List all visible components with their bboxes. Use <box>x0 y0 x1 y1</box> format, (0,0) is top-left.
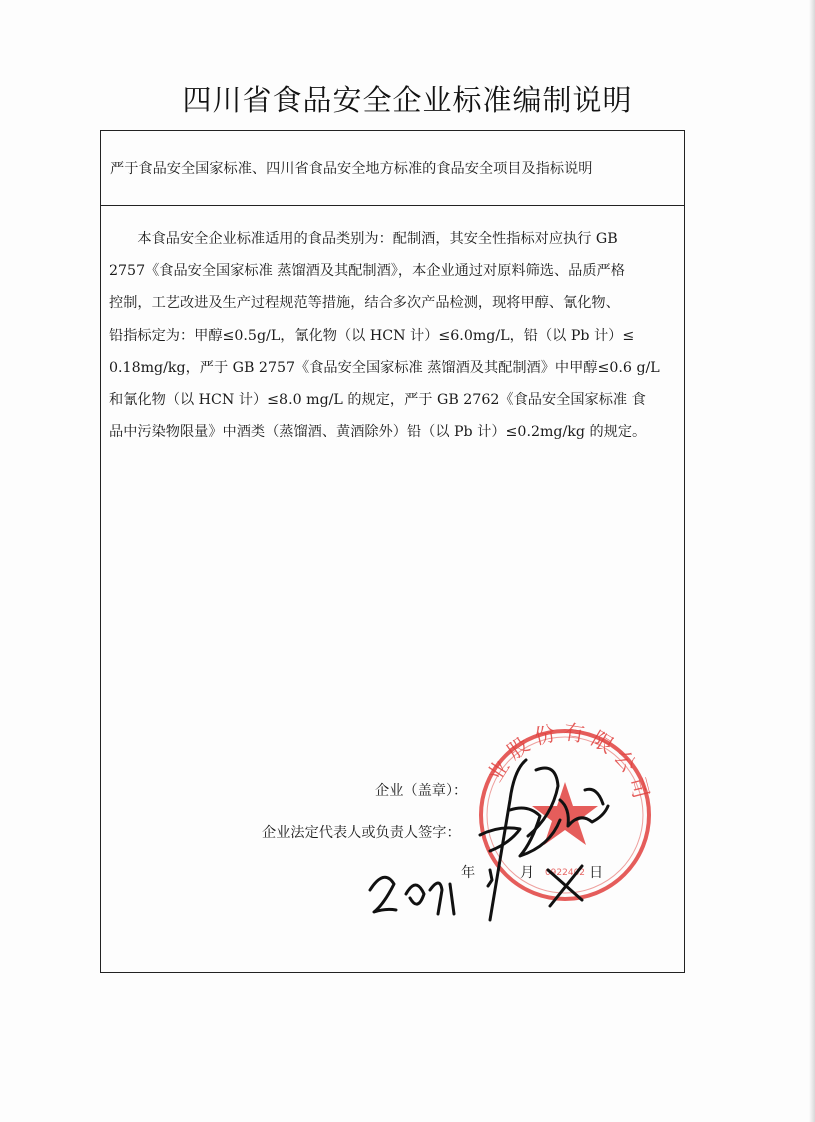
paragraph-line: 铅指标定为：甲醇≤0.5g/L，氰化物（以 HCN 计）≤6.0mg/L，铅（以 Pb 计）≤ <box>109 327 635 344</box>
handwritten-signature <box>360 730 630 930</box>
paragraph-line: 控制，工艺改进及生产过程规范等措施，结合多次产品检测，现将甲醇、氰化物、 <box>109 295 620 312</box>
scan-edge-shadow <box>809 0 815 1122</box>
enterprise-seal-label: 企业（盖章）： <box>375 783 468 799</box>
document-title: 四川省食品安全企业标准编制说明 <box>182 83 633 117</box>
paragraph-line: 2757《食品安全国家标准 蒸馏酒及其配制酒》，本企业通过对原料筛选、品质严格 <box>109 263 625 280</box>
description-paragraph <box>109 223 679 448</box>
seal-number: 0922402 <box>544 868 586 878</box>
representative-signature-label: 企业法定代表人或负责人签字： <box>262 825 461 841</box>
paragraph-line: 和氰化物（以 HCN 计）≤8.0 mg/L 的规定，严于 GB 2762《食品安全国家标准 食 <box>109 392 646 409</box>
paragraph-line: 本食品安全企业标准适用的食品类别为：配制酒，其安全性指标对应执行 GB <box>109 231 618 247</box>
date-month-label: 月 <box>520 865 535 881</box>
paragraph-line: 0.18mg/kg，严于 GB 2757《食品安全国家标准 蒸馏酒及其配制酒》中甲醇≤0.6 g/L <box>109 359 660 376</box>
table-header-row <box>101 131 684 206</box>
date-day-label: 日 <box>589 865 604 881</box>
date-year-label: 年 <box>461 865 476 881</box>
table-header-text: 严于食品安全国家标准、四川省食品安全地方标准的食品安全项目及指标说明 <box>110 161 593 177</box>
seal-arc-text: 业股份有限公司 <box>482 720 655 807</box>
paragraph-line: 品中污染物限量》中酒类（蒸馏酒、黄酒除外）铅（以 Pb 计）≤0.2mg/kg 的规定。 <box>109 424 647 441</box>
